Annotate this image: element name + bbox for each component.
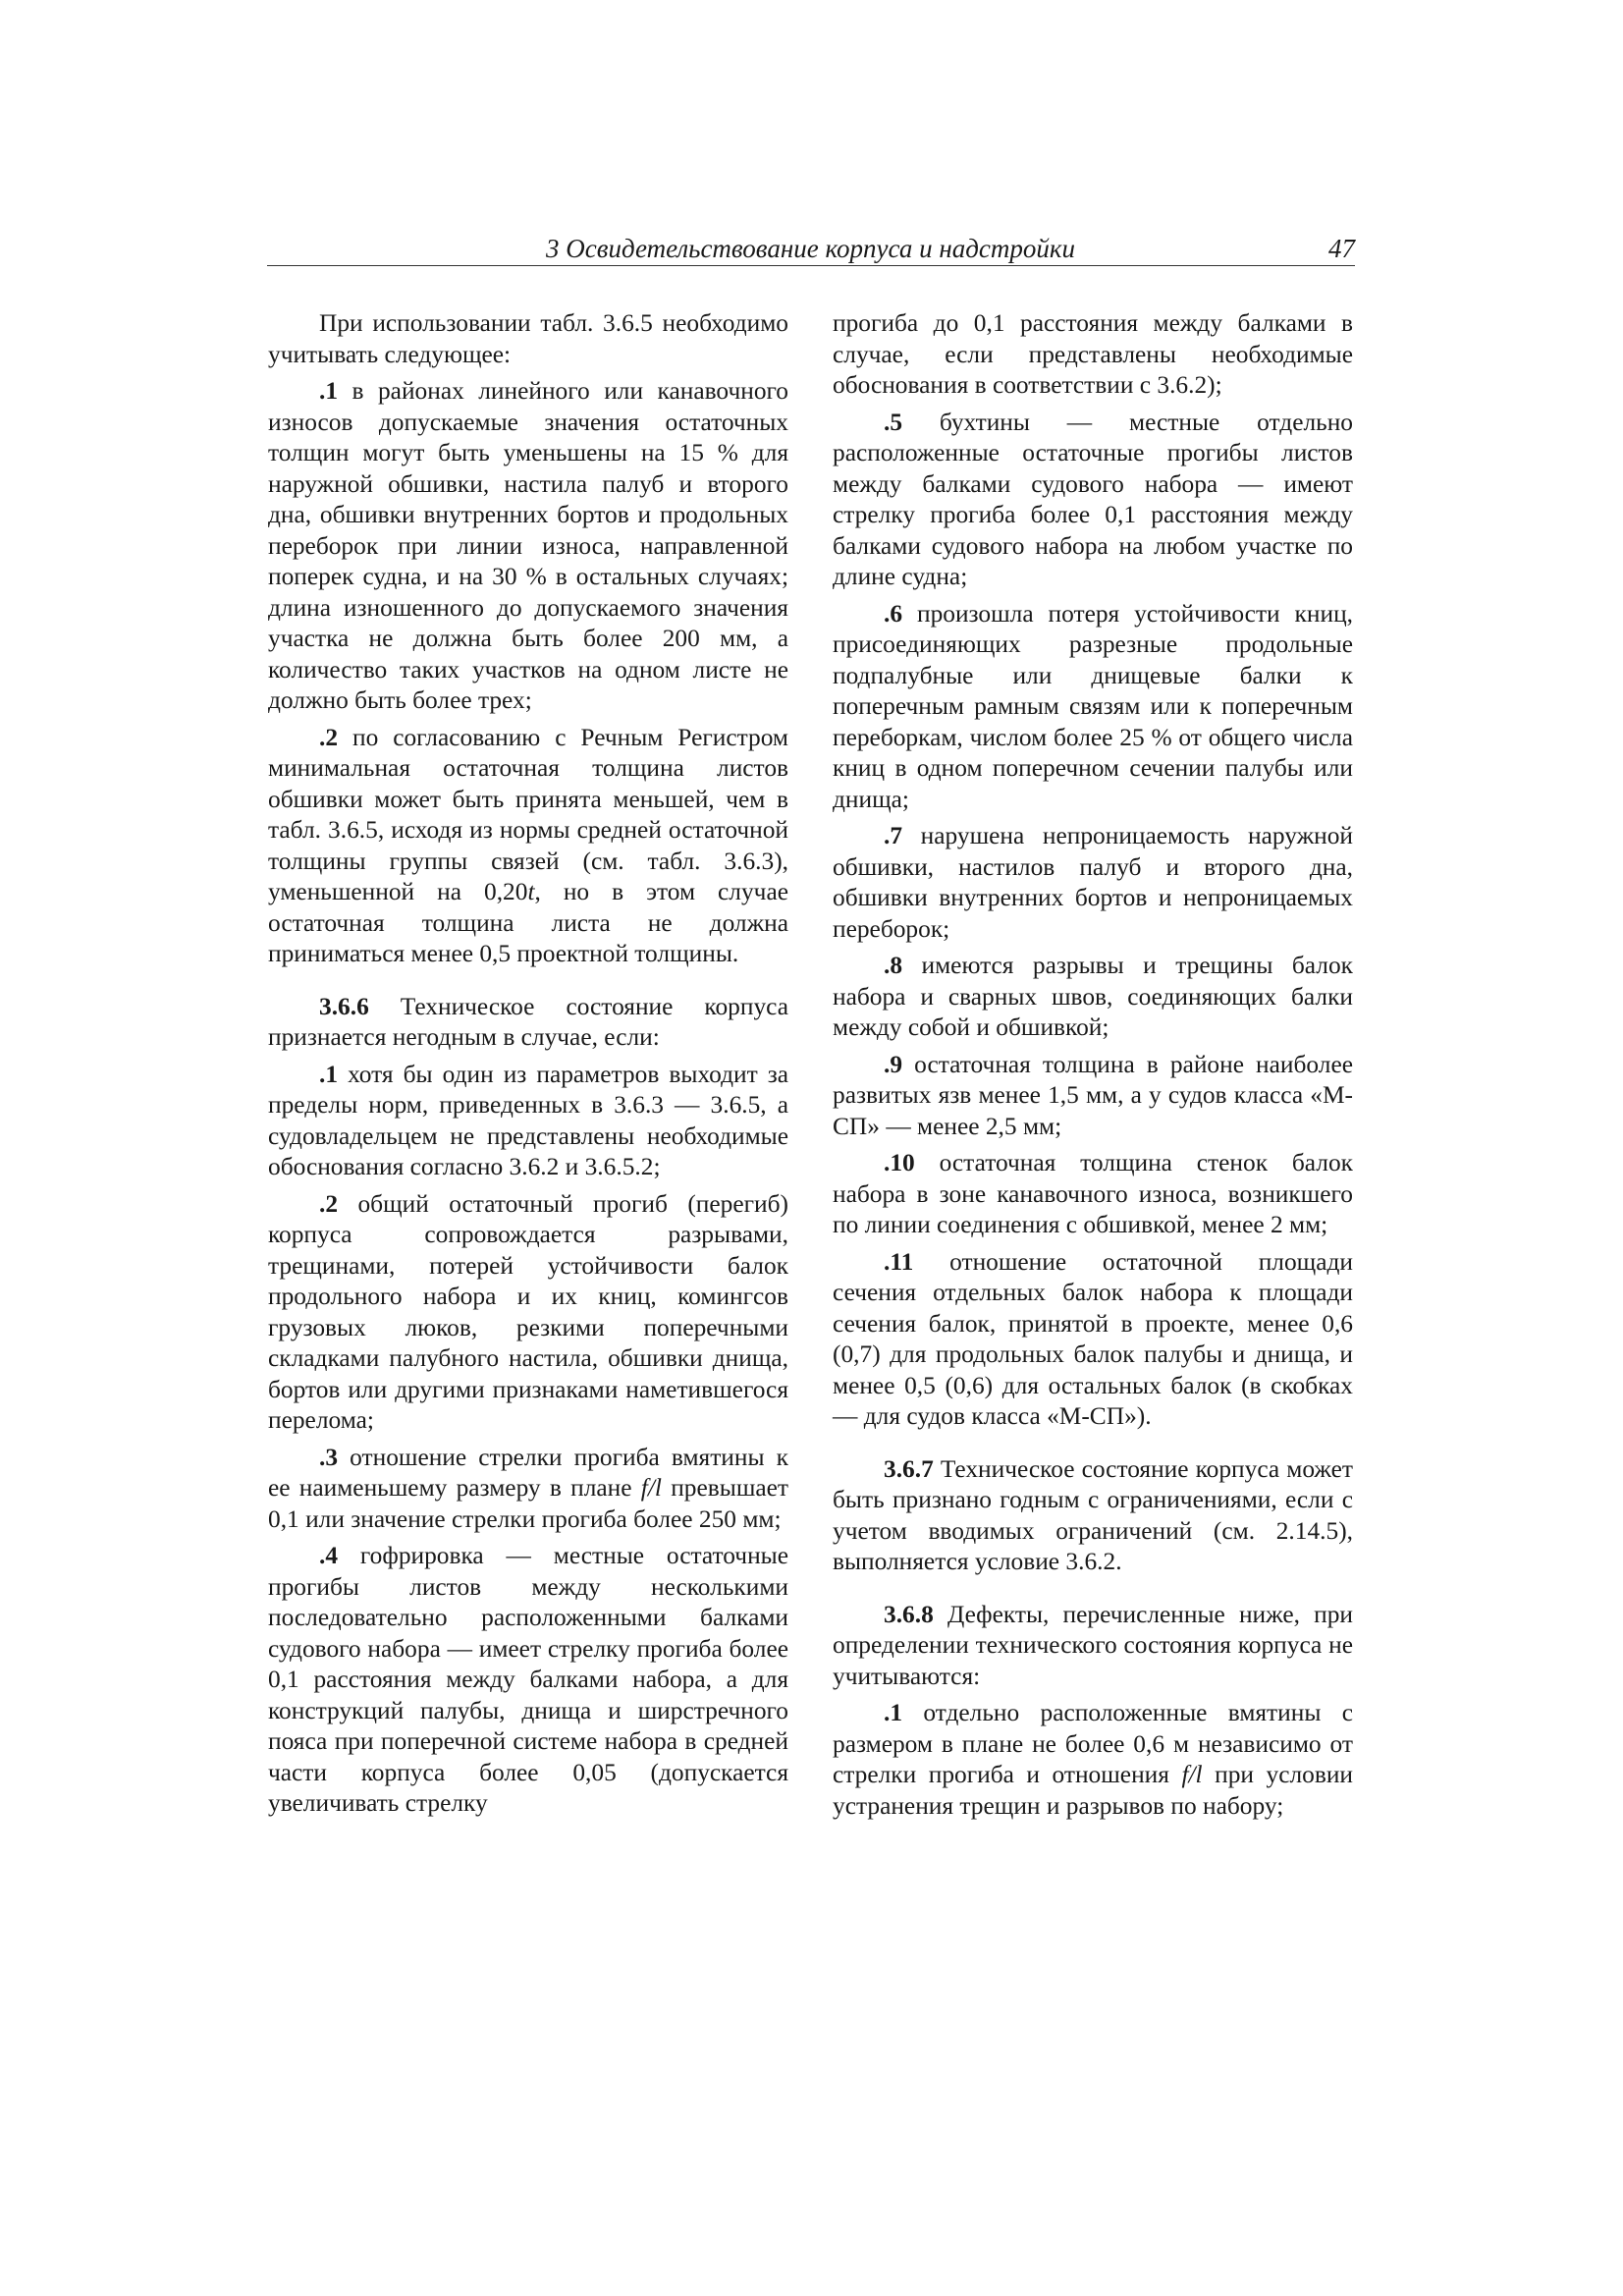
item-paragraph (268, 1541, 788, 1820)
continued-paragraph: прогиба до 0,1 расстояния между балками в случае, если представлены необходимые обоснования в соответствии с 3.6.2); (833, 309, 1353, 399)
ratio-variable: f/l (1181, 1761, 1203, 1788)
right-column (833, 308, 1353, 1828)
item-text: превышает 0,1 или значение стрелки прогиба более 250 мм; (268, 1474, 788, 1533)
item-paragraph (268, 723, 788, 970)
item-paragraph (833, 1698, 1353, 1822)
section-number: 3.6.8 (884, 1600, 934, 1628)
item-text: в районах линейного или канавочного износов допускаемые значения остаточных толщин могут быть уменьшены на 15 % для наружной обшивки, настила палуб и второго дна, обшивки внутренних бортов и продольных переборок при линии износа, направленной поперек судна, и на 30 % в остальных случаях; длина изношенного до допускаемого значения участка не должна быть более 200 мм, а количество таких участков на одном листе не должно быть более трех; (268, 377, 788, 714)
section-text: Дефекты, перечисленные ниже, при определении технического состояния корпуса не учитываются: (833, 1600, 1353, 1690)
item-paragraph (268, 376, 788, 717)
item-text: бухтины — местные отдельно расположенные остаточные прогибы листов между балками судового набора — имеют стрелку прогиба более 0,1 расстояния между балками судового набора на любом участке по длине судна; (833, 408, 1353, 590)
chapter-title: 3 Освидетельствование корпуса и надстройки (546, 234, 1075, 263)
item-text: имеются разрывы и трещины балок набора и сварных швов, соединяющих балки между собой и обшивкой; (833, 952, 1353, 1041)
item-paragraph (833, 821, 1353, 945)
item-number: .1 (319, 1060, 339, 1088)
item-paragraph (833, 1148, 1353, 1241)
item-text: нарушена непроницаемость наружной обшивки, настилов палуб и второго дна, обшивки внутренних бортов и непроницаемых переборок; (833, 822, 1353, 943)
item-text: гофрировка — местные остаточные прогибы листов между несколькими последовательно расположенными балками судового набора — имеет стрелку прогиба более 0,1 расстояния между балками набора, а для конструкций палубы, днища и ширстречного пояса при поперечной системе набора в средней части корпуса более 0,05 (допускается увеличивать стрелку (268, 1542, 788, 1817)
left-column (268, 308, 788, 1826)
item-paragraph (833, 599, 1353, 816)
item-text: отношение остаточной площади сечения отдельных балок набора к площади сечения балок, принятой в проекте, менее 0,6 (0,7) для продольных балок палубы и днища, и менее 0,5 (0,6) для остальных балок (в скобках — для судов класса «М-СП»). (833, 1247, 1353, 1430)
item-number: .11 (884, 1247, 914, 1276)
item-number: .1 (319, 377, 339, 405)
section-paragraph (268, 992, 788, 1054)
item-number: .2 (319, 723, 339, 751)
thickness-variable: t (527, 878, 535, 905)
ratio-variable: f/l (640, 1474, 662, 1502)
item-paragraph (268, 1060, 788, 1183)
item-number: .6 (884, 599, 903, 628)
item-text: отношение стрелки прогиба вмятины к ее наименьшему размеру в плане (268, 1443, 788, 1502)
item-paragraph (833, 408, 1353, 593)
item-number: .3 (319, 1443, 339, 1471)
item-number: .7 (884, 822, 903, 849)
item-number: .5 (884, 408, 903, 436)
item-paragraph (833, 951, 1353, 1044)
section-text: Техническое состояние корпуса признается негодным в случае, если: (268, 992, 788, 1051)
item-number: .4 (319, 1542, 339, 1569)
item-text: по согласованию с Речным Регистром минимальная остаточная толщина листов обшивки может быть принята меньшей, чем в табл. 3.6.5, исходя из нормы средней остаточной толщины группы связей (см. табл. 3.6.3), уменьшенной на 0,20 (268, 723, 788, 905)
item-paragraph (833, 1050, 1353, 1143)
section-paragraph (833, 1600, 1353, 1693)
item-paragraph (268, 1189, 788, 1437)
section-number: 3.6.7 (884, 1454, 934, 1483)
item-text: остаточная толщина стенок балок набора в зоне канавочного износа, возникшего по линии соединения с обшивкой, менее 2 мм; (833, 1149, 1353, 1238)
item-number: .8 (884, 952, 903, 979)
page-number: 47 (1328, 234, 1355, 263)
item-text: при условии устранения трещин и разрывов по набору; (833, 1761, 1353, 1820)
item-paragraph (268, 1443, 788, 1536)
item-number: .9 (884, 1050, 903, 1078)
section-number: 3.6.6 (319, 992, 369, 1020)
item-number: .10 (884, 1149, 915, 1176)
item-text: общий остаточный прогиб (перегиб) корпуса сопровождается разрывами, трещинами, потерей устойчивости балок продольного набора и их книц, комингсов грузовых люков, резкими поперечными складками палубного настила, обшивки днища, бортов или другими признаками наметившегося перелома; (268, 1189, 788, 1434)
item-text: остаточная толщина в районе наиболее развитых язв менее 1,5 мм, а у судов класса «М-СП» — менее 2,5 мм; (833, 1050, 1353, 1140)
item-text: отдельно расположенные вмятины с размером в плане не более 0,6 м независимо от стрелки прогиба и отношения (833, 1699, 1353, 1788)
item-number: .1 (884, 1699, 903, 1726)
running-header (267, 232, 1355, 266)
intro-paragraph: При использовании табл. 3.6.5 необходимо учитывать следующее: (268, 309, 788, 368)
item-number: .2 (319, 1189, 339, 1218)
item-text: произошла потеря устойчивости книц, присоединяющих разрезные продольные подпалубные или днищевые балки к поперечным рамным связям или к поперечным переборкам, числом более 25 % от общего числа книц в одном поперечном сечении палубы или днища; (833, 599, 1353, 813)
item-text: , но в этом случае остаточная толщина листа не должна приниматься менее 0,5 проектной толщины. (268, 878, 788, 967)
section-paragraph (833, 1454, 1353, 1578)
item-text: хотя бы один из параметров выходит за пределы норм, приведенных в 3.6.3 — 3.6.5, а судовладельцем не представлены необходимые обоснования согласно 3.6.2 и 3.6.5.2; (268, 1060, 788, 1180)
section-text: Техническое состояние корпуса может быть признано годным с ограничениями, если с учетом вводимых ограничений (см. 2.14.5), выполняется условие 3.6.2. (833, 1454, 1353, 1575)
item-paragraph (833, 1247, 1353, 1433)
